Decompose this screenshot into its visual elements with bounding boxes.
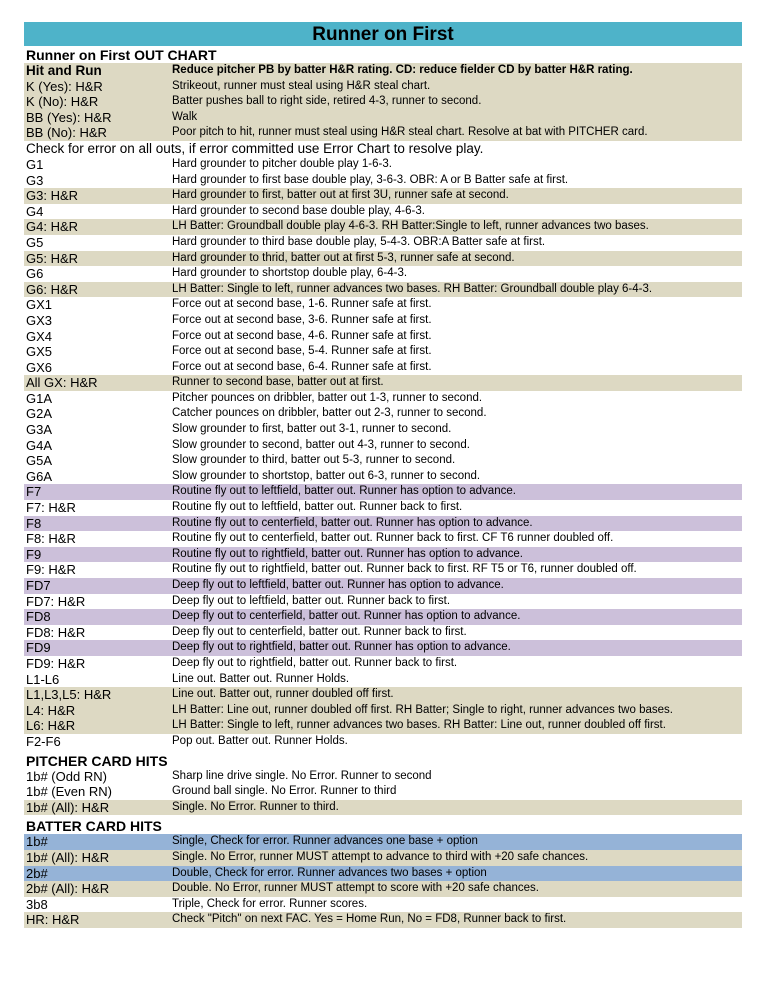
- table-row: [24, 313, 742, 329]
- table-row: [24, 640, 742, 656]
- hit-and-run-header-row: [24, 63, 742, 79]
- row-desc: Slow grounder to second, batter out 4-3, runner to second.: [172, 438, 470, 451]
- row-code: 1b#: [26, 834, 48, 850]
- row-desc: Poor pitch to hit, runner must steal using H&R steal chart. Resolve at bat with PITCHER card.: [172, 126, 648, 139]
- row-code: L1,L3,L5: H&R: [26, 687, 112, 703]
- row-desc: Deep fly out to leftfield, batter out. Runner has option to advance.: [172, 579, 504, 591]
- row-desc: Double. No Error, runner MUST attempt to score with +20 safe chances.: [172, 882, 540, 895]
- row-desc: Hard grounder to second base double play, 4-6-3.: [172, 204, 425, 217]
- row-desc: Force out at second base, 5-4. Runner safe at first.: [172, 345, 432, 358]
- table-row: [24, 734, 742, 750]
- row-code: G1: [26, 156, 44, 172]
- row-desc: Line out. Batter out, runner doubled off first.: [172, 688, 394, 701]
- page-title: Runner on First: [24, 22, 742, 46]
- row-desc: Pitcher pounces on dribbler, batter out 1-3, runner to second.: [172, 391, 483, 404]
- row-code: G4: [26, 203, 44, 219]
- row-code: G1A: [26, 390, 53, 406]
- row-code: G4: H&R: [26, 219, 79, 235]
- row-desc: Reduce pitcher PB by batter H&R rating. CD: reduce fielder CD by batter H&R rating.: [172, 64, 633, 76]
- row-desc: Force out at second base, 4-6. Runner safe at first.: [172, 329, 432, 342]
- row-desc: Hard grounder to thrid, batter out at first 5-3, runner safe at second.: [172, 251, 515, 264]
- row-code: F7: H&R: [26, 500, 76, 516]
- row-desc: Batter pushes ball to right side, retired 4-3, runner to second.: [172, 95, 482, 108]
- row-code: F7: [26, 484, 42, 500]
- row-code: 1b# (All): H&R: [26, 799, 110, 815]
- row-desc: Routine fly out to rightfield, batter out. Runner back to first. RF T5 or T6, runner doubled off.: [172, 563, 637, 576]
- error-note: Check for error on all outs, if error committed use Error Chart to resolve play.: [26, 140, 484, 156]
- row-code: G5: [26, 234, 44, 250]
- table-row: [24, 718, 742, 734]
- table-row: [24, 375, 742, 391]
- row-code: 1b# (Even RN): [26, 784, 112, 800]
- table-row: [24, 282, 742, 298]
- table-row: [24, 578, 742, 594]
- row-code: L6: H&R: [26, 718, 76, 734]
- row-code: FD7: H&R: [26, 593, 86, 609]
- row-code: L1-L6: [26, 671, 60, 687]
- row-desc: Deep fly out to centerfield, batter out. Runner back to first.: [172, 625, 467, 638]
- table-row: [24, 406, 742, 422]
- table-row: [24, 329, 742, 345]
- row-desc: Triple, Check for error. Runner scores.: [172, 897, 368, 910]
- table-row: [24, 125, 742, 141]
- batter-hits-heading: BATTER CARD HITS: [26, 818, 162, 835]
- out-chart-heading: Runner on First OUT CHART: [26, 47, 217, 63]
- row-desc: Slow grounder to first, batter out 3-1, runner to second.: [172, 423, 452, 436]
- table-row: [24, 769, 742, 785]
- row-code: G2A: [26, 406, 53, 422]
- row-code: FD8: [26, 609, 51, 625]
- table-row: [24, 110, 742, 126]
- row-code: 3b8: [26, 896, 48, 912]
- row-desc: Slow grounder to shortstop, batter out 6-3, runner to second.: [172, 469, 481, 482]
- table-row: [24, 547, 742, 563]
- table-row: [24, 866, 742, 882]
- row-desc: Hard grounder to first base double play, 3-6-3. OBR: A or B Batter safe at first.: [172, 173, 569, 186]
- row-code: G3A: [26, 422, 53, 438]
- row-desc: Deep fly out to rightfield, batter out. Runner back to first.: [172, 656, 458, 669]
- table-row: [24, 484, 742, 500]
- row-code: K (No): H&R: [26, 94, 99, 110]
- row-code: HR: H&R: [26, 912, 80, 928]
- table-row: [24, 94, 742, 110]
- table-row: [24, 609, 742, 625]
- row-desc: LH Batter: Groundball double play 4-6-3. RH Batter:Single to left, runner advances two bases.: [172, 220, 649, 233]
- row-code: G6A: [26, 468, 53, 484]
- row-desc: Deep fly out to centerfield, batter out. Runner has option to advance.: [172, 610, 521, 623]
- row-desc: Ground ball single. No Error. Runner to third: [172, 785, 397, 798]
- table-row: [24, 235, 742, 251]
- row-code: GX1: [26, 297, 53, 313]
- table-row: [24, 562, 742, 578]
- row-desc: Catcher pounces on dribbler, batter out 2-3, runner to second.: [172, 407, 487, 420]
- row-code: F8: H&R: [26, 531, 76, 547]
- row-code: BB (No): H&R: [26, 125, 107, 141]
- row-code: 2b#: [26, 865, 48, 881]
- row-code: GX4: [26, 328, 53, 344]
- row-desc: Force out at second base, 6-4. Runner safe at first.: [172, 360, 432, 373]
- row-desc: Sharp line drive single. No Error. Runner to second: [172, 769, 432, 782]
- row-desc: Routine fly out to leftfield, batter out. Runner has option to advance.: [172, 485, 516, 498]
- row-code: GX3: [26, 312, 53, 328]
- row-code: F9: H&R: [26, 562, 76, 578]
- row-code: FD7: [26, 578, 51, 593]
- row-code: FD8: H&R: [26, 624, 86, 640]
- row-code: F8: [26, 515, 42, 531]
- row-desc: Force out at second base, 1-6. Runner safe at first.: [172, 298, 432, 311]
- table-row: [24, 157, 742, 173]
- table-row: [24, 188, 742, 204]
- row-desc: Double, Check for error. Runner advances two bases + option: [172, 866, 487, 879]
- table-row: [24, 594, 742, 610]
- table-row: [24, 881, 742, 897]
- row-code: 1b# (Odd RN): [26, 768, 107, 784]
- table-row: [24, 204, 742, 220]
- table-row: [24, 251, 742, 267]
- table-row: [24, 344, 742, 360]
- row-desc: Routine fly out to centerfield, batter out. Runner has option to advance.: [172, 516, 533, 529]
- row-desc: Routine fly out to leftfield, batter out. Runner back to first.: [172, 501, 463, 514]
- row-desc: Hard grounder to shortstop double play, 6-4-3.: [172, 267, 408, 280]
- row-code: L4: H&R: [26, 702, 76, 718]
- table-row: [24, 850, 742, 866]
- row-desc: Deep fly out to rightfield, batter out. Runner has option to advance.: [172, 641, 511, 654]
- row-desc: Single, Check for error. Runner advances one base + option: [172, 835, 478, 848]
- row-desc: Hard grounder to third base double play, 5-4-3. OBR:A Batter safe at first.: [172, 235, 546, 248]
- table-row: [24, 912, 742, 928]
- table-row: [24, 834, 742, 850]
- table-row: [24, 297, 742, 313]
- row-desc: Strikeout, runner must steal using H&R steal chart.: [172, 79, 431, 92]
- row-code: G5: H&R: [26, 250, 79, 266]
- row-code: BB (Yes): H&R: [26, 109, 112, 125]
- table-row: [24, 687, 742, 703]
- row-desc: Walk: [172, 110, 198, 123]
- row-desc: Deep fly out to leftfield, batter out. Runner back to first.: [172, 594, 451, 607]
- table-row: [24, 266, 742, 282]
- row-code: G6: H&R: [26, 281, 79, 297]
- table-row: [24, 500, 742, 516]
- row-code: G3: [26, 172, 44, 188]
- table-row: [24, 219, 742, 235]
- table-row: [24, 897, 742, 913]
- table-row: [24, 656, 742, 672]
- table-row: [24, 391, 742, 407]
- row-code: 2b# (All): H&R: [26, 881, 110, 897]
- table-row: [24, 438, 742, 454]
- row-desc: Line out. Batter out. Runner Holds.: [172, 672, 350, 685]
- row-desc: Single. No Error, runner MUST attempt to advance to third with +20 safe chances.: [172, 850, 589, 863]
- hit-and-run-rows: [24, 79, 742, 141]
- row-desc: LH Batter: Single to left, runner advances two bases. RH Batter: Groundball double play 6-4-3.: [172, 282, 653, 295]
- row-code: FD9: H&R: [26, 655, 86, 671]
- row-desc: Force out at second base, 3-6. Runner safe at first.: [172, 313, 432, 326]
- row-code: GX5: [26, 344, 53, 360]
- row-code: 1b# (All): H&R: [26, 849, 110, 865]
- row-code: G6: [26, 266, 44, 282]
- row-desc: Slow grounder to third, batter out 5-3, runner to second.: [172, 454, 456, 467]
- table-row: [24, 422, 742, 438]
- row-code: All GX: H&R: [26, 375, 98, 391]
- table-row: [24, 173, 742, 189]
- row-desc: Routine fly out to rightfield, batter out. Runner has option to advance.: [172, 547, 523, 560]
- table-row: [24, 79, 742, 95]
- table-row: [24, 800, 742, 816]
- row-code: G3: H&R: [26, 188, 79, 204]
- row-desc: Single. No Error. Runner to third.: [172, 800, 339, 813]
- out-chart-table: [24, 157, 742, 750]
- table-row: [24, 672, 742, 688]
- table-row: [24, 625, 742, 641]
- row-code: FD9: [26, 640, 51, 656]
- row-desc: Hard grounder to pitcher double play 1-6-3.: [172, 157, 392, 170]
- out-chart-sheet: [24, 22, 742, 928]
- row-code: G4A: [26, 437, 53, 453]
- table-row: [24, 784, 742, 800]
- table-row: [24, 360, 742, 376]
- row-desc: Pop out. Batter out. Runner Holds.: [172, 734, 348, 747]
- row-desc: Routine fly out to centerfield, batter out. Runner back to first. CF T6 runner doubled off.: [172, 532, 614, 545]
- row-desc: Runner to second base, batter out at first.: [172, 376, 384, 389]
- row-code: Hit and Run: [26, 63, 102, 78]
- row-code: GX6: [26, 359, 53, 375]
- table-row: [24, 516, 742, 532]
- row-code: K (Yes): H&R: [26, 78, 103, 94]
- table-row: [24, 703, 742, 719]
- batter-hits-table: [24, 834, 742, 928]
- row-desc: LH Batter: Line out, runner doubled off first. RH Batter; Single to right, runner advances two bases.: [172, 703, 673, 716]
- table-row: [24, 531, 742, 547]
- row-code: F2-F6: [26, 733, 61, 749]
- row-desc: LH Batter: Single to left, runner advances two bases. RH Batter: Line out, runner doubled off first.: [172, 719, 666, 732]
- table-row: [24, 469, 742, 485]
- pitcher-hits-table: [24, 769, 742, 816]
- table-row: [24, 453, 742, 469]
- pitcher-hits-heading: PITCHER CARD HITS: [26, 752, 168, 769]
- row-desc: Hard grounder to first, batter out at first 3U, runner safe at second.: [172, 189, 509, 202]
- row-code: G5A: [26, 453, 53, 469]
- row-code: F9: [26, 546, 42, 562]
- row-desc: Check "Pitch" on next FAC. Yes = Home Run, No = FD8, Runner back to first.: [172, 913, 567, 926]
